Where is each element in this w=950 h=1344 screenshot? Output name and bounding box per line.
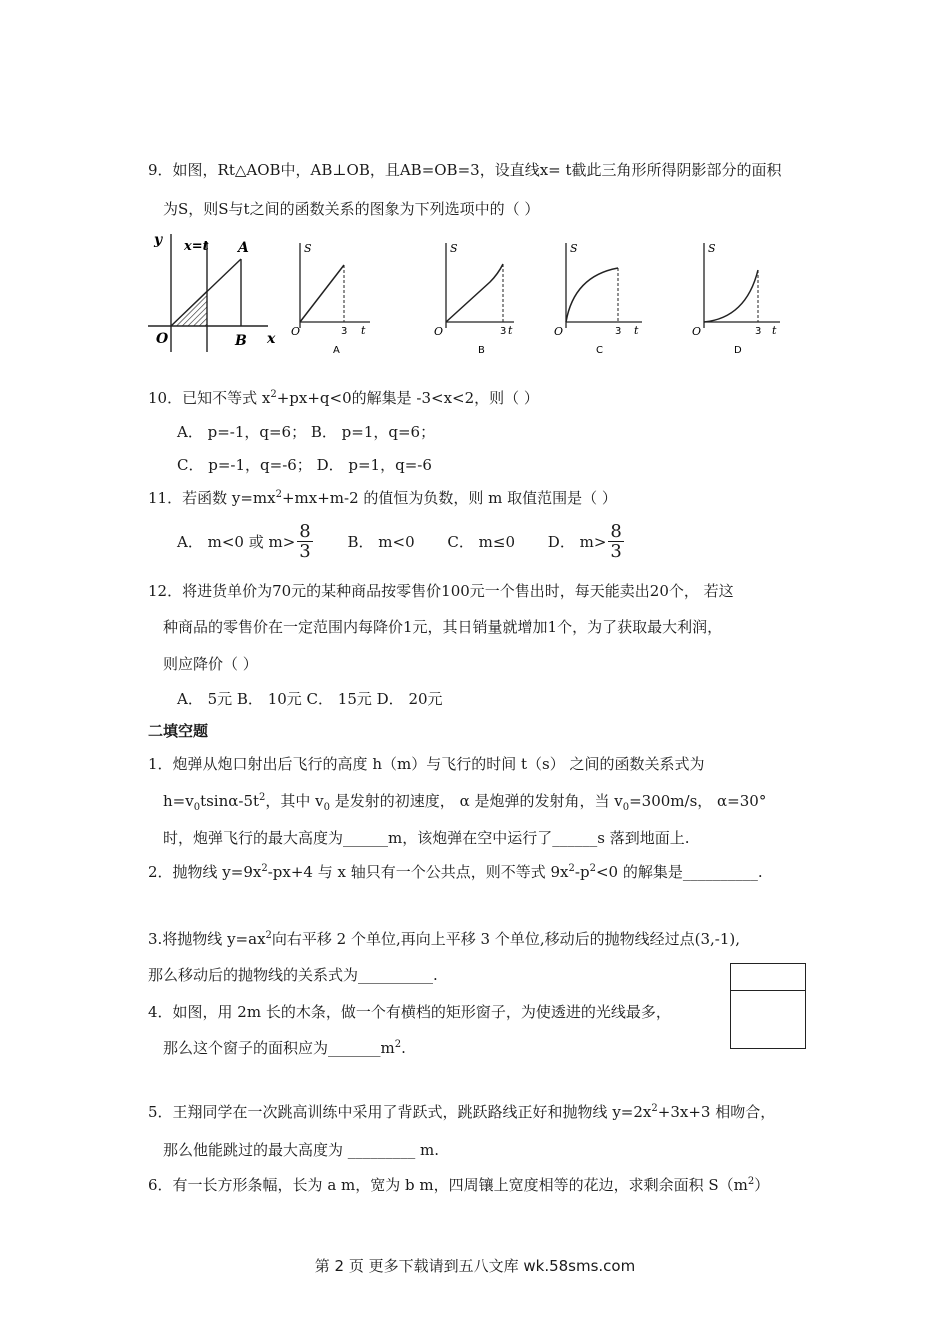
q12-line1: 12．将进货单价为70元的某种商品按零售价100元一个售出时，每天能卖出20个， 若这 <box>148 582 734 600</box>
graph-a-s: S <box>304 242 312 255</box>
graph-b <box>428 238 518 360</box>
f3-line1: 3.将抛物线 $y=ax^2$向右平移 2 个单位,再向上平移 3 个单位,移动后的抛物线经过点(3,-1), <box>148 930 740 948</box>
graph-a-t: t <box>361 324 366 337</box>
graph-c-o: O <box>554 325 564 338</box>
graph-c-3: 3 <box>615 326 622 337</box>
fraction-eight-thirds-a: $\frac{8}{3}$ <box>299 521 311 562</box>
f4-line2: 那么这个窗子的面积应为$\_\_\_\_\_\_\_m^2$. <box>163 1039 406 1057</box>
q10-options-cd: C． p=-1，q=-6； D． p=1，q=-6 <box>177 456 432 474</box>
graph-c-label: C <box>596 345 603 356</box>
q11-options: A． m<0 或 m> $\frac{8}{3}$ B． m<0 C． m≤0 D． m> $\frac{8}{3}$ <box>177 521 622 562</box>
f1-line1: 1．炮弹从炮口射出后飞行的高度 h（m）与飞行的时间 t（s） 之间的函数关系式为 <box>148 755 705 773</box>
q12-line2: 种商品的零售价在一定范围内每降价1元，其日销量就增加1个，为了获取最大利润， <box>163 618 723 636</box>
xt-label: x=t <box>184 239 209 254</box>
graph-c <box>546 238 646 360</box>
window-crossbar <box>731 990 805 991</box>
q12-line3: 则应降价（ ） <box>163 655 258 673</box>
f6-line: 6．有一长方形条幅，长为 a m，宽为 b m，四周镶上宽度相等的花边，求剩余面积 $S(m^2)$ <box>148 1176 770 1194</box>
graph-b-curve <box>446 264 503 322</box>
f1-line2: $h=v_0tsin\alpha-5t^2$，其中 $v_0$ 是发射的初速度， α 是炮弹的发射角，当 $v_0=300m/s$， α=30° <box>163 792 767 813</box>
x-label: x <box>267 331 276 347</box>
graph-d-s: S <box>708 242 716 255</box>
f3-line2: 那么移动后的抛物线的关系式为__________. <box>148 966 438 984</box>
graph-c-t: t <box>634 324 639 337</box>
point-b-label: B <box>235 333 247 349</box>
graph-c-s: S <box>570 242 578 255</box>
window-figure <box>730 963 806 1049</box>
graph-a-3: 3 <box>341 326 348 337</box>
graph-d <box>684 238 784 360</box>
graph-a-label: A <box>333 345 340 356</box>
graph-c-curve <box>566 268 618 322</box>
point-o-label: O <box>156 331 169 347</box>
q10-options-ab: A． p=-1，q=6； B． p=1，q=6； <box>177 423 436 441</box>
graph-b-o: O <box>434 325 444 338</box>
f1-line3: 时，炮弹飞行的最大高度为______m，该炮弹在空中运行了______s 落到地面上. <box>163 829 690 847</box>
f5-line2: 那么他能跳过的最大高度为 _________ m. <box>163 1141 440 1159</box>
page-footer: 第 2 页 更多下载请到五八文库 wk.58sms.com <box>314 1257 636 1275</box>
fraction-eight-thirds-d: $\frac{8}{3}$ <box>610 521 622 562</box>
graph-a-curve <box>300 265 344 322</box>
f4-line1: 4．如图，用 2m 长的木条，做一个有横档的矩形窗子，为使透进的光线最多， <box>148 1003 671 1021</box>
graph-b-t: t <box>508 324 513 337</box>
graph-b-3: 3 <box>500 326 507 337</box>
y-label: y <box>154 232 163 248</box>
graph-b-s: S <box>450 242 458 255</box>
f5-line1: 5．王翔同学在一次跳高训练中采用了背跃式，跳跃路线正好和抛物线 $y=2x^2+3x+3$ 相吻合， <box>148 1103 776 1121</box>
q9-line2: 为S，则S与t之间的函数关系的图象为下列选项中的（ ） <box>163 200 540 218</box>
point-a-label: A <box>238 240 249 256</box>
graph-a <box>286 238 374 360</box>
q10-stem: 10．已知不等式 $x^2+px+q<0$的解集是 -3<x<2，则（ ） <box>148 389 539 407</box>
graph-d-curve <box>704 270 758 322</box>
q11-stem: 11．若函数 $y=mx^2+mx+m-2$ 的值恒为负数，则 m 取值范围是（ ） <box>148 489 617 507</box>
triangle-figure <box>146 226 281 354</box>
graph-d-3: 3 <box>755 326 762 337</box>
graph-d-label: D <box>734 345 742 356</box>
graph-a-o: O <box>291 325 301 338</box>
graph-b-label: B <box>478 345 485 356</box>
q12-options: A． 5元 B． 10元 C． 15元 D． 20元 <box>177 690 443 708</box>
section-fill-in-title: 二填空题 <box>148 722 209 740</box>
f2-line: 2．抛物线 $y=9x^2-px+4$ 与 x 轴只有一个公共点，则不等式 $9x^2-p^2<0$ 的解集是__________. <box>148 863 763 881</box>
graph-d-t: t <box>772 324 777 337</box>
q9-line1: 9．如图，Rt△AOB中，AB⊥OB，且AB=OB=3，设直线x= t截此三角形所得阴影部分的面积 <box>148 161 782 179</box>
graph-d-o: O <box>692 325 702 338</box>
